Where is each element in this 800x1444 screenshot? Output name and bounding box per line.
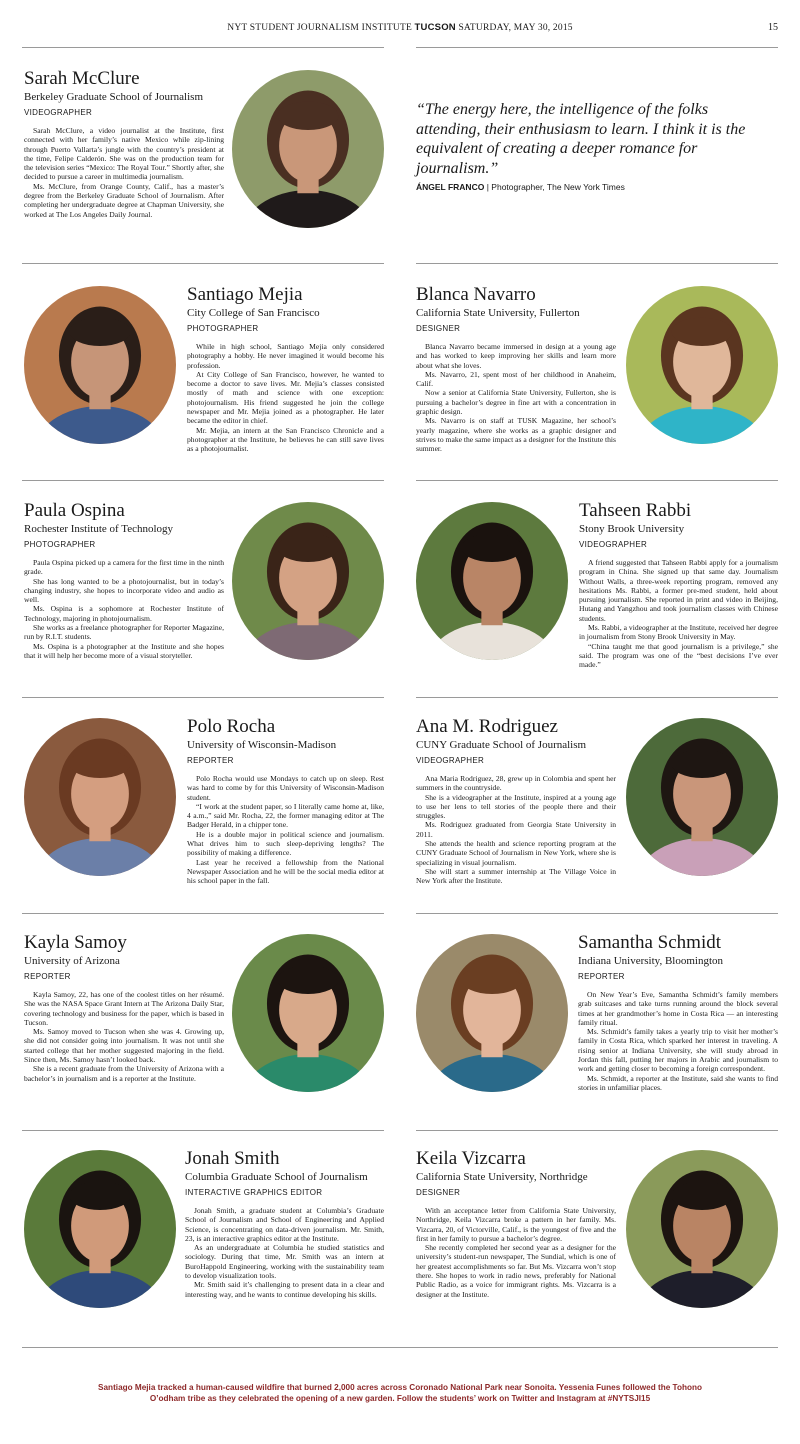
bio-paragraph: A friend suggested that Tahseen Rabbi apply for a journalism program in China. She signed up that same day. Journalism Without Walls, a three-week reporting program, removed any hesitations Ms. Rabbi, a former pre-med student, held about pursuing journalism. She reported in print and video in Beijing, Hutang and Yangzhou and took journalism classes with Chinese students. [579, 558, 778, 623]
bio-paragraph: Ms. McClure, from Orange County, Calif., has a master’s degree from the Berkeley Graduate School of Journalism. After completing her undergraduate degree at Chapman University, she worked at The Los Angeles Daily Journal. [24, 181, 224, 219]
profile-role: PHOTOGRAPHER [24, 540, 96, 549]
profile-role: REPORTER [187, 756, 234, 765]
profile-school: University of Arizona [24, 955, 120, 967]
rule [22, 480, 384, 481]
profile-role: PHOTOGRAPHER [187, 324, 259, 333]
profile-bio [187, 342, 384, 454]
profile-photo [626, 718, 778, 876]
bio-paragraph: Ms. Ospina is a sophomore at Rochester Institute of Technology, majoring in photojournalism. [24, 604, 224, 623]
quote-author-title: Photographer, The New York Times [491, 182, 625, 192]
portrait-icon [416, 934, 568, 1092]
header-line [0, 22, 800, 33]
profile-photo [416, 934, 568, 1092]
bio-paragraph: Ms. Rodriguez graduated from Georgia State University in 2011. [416, 820, 616, 839]
footer-caption: Santiago Mejia tracked a human-caused wildfire that burned 2,000 acres across Coronado National Park near Sonoita. Yessenia Funes followed the Tohono O’odham tribe as they celebrated the opening of a new garden. Follow the students’ work on Twitter and Instagram at #NYTSJI15 [98, 1383, 702, 1403]
bio-paragraph: While in high school, Santiago Mejia only considered photography a hobby. He never imagined it would become his profession. [187, 342, 384, 370]
page-number: 15 [768, 22, 778, 33]
rule [416, 697, 778, 698]
profile-name: Jonah Smith [185, 1148, 280, 1169]
profile-name: Samantha Schmidt [578, 932, 722, 953]
bio-paragraph: She is a videographer at the Institute, inspired at a young age to use her lens to tell stories of the people there and their struggles. [416, 792, 616, 821]
profile-role: VIDEOGRAPHER [416, 756, 485, 765]
profile-role: REPORTER [578, 972, 625, 981]
bio-paragraph: Ms. Rabbi, a videographer at the Institute, received her degree in journalism from Stony Brook University in May. [579, 623, 778, 642]
profile-role: VIDEOGRAPHER [24, 108, 93, 117]
page-header [0, 0, 800, 46]
profile-school: City College of San Francisco [187, 307, 320, 319]
pull-quote: “The energy here, the intelligence of the folks attending, their enthusiasm to learn. I think it is the equivalent of creating a deeper romance for journalism.” [416, 101, 746, 177]
portrait-icon [24, 286, 176, 444]
profile-name: Ana M. Rodriguez [416, 716, 558, 737]
bio-paragraph: As an undergraduate at Columbia he studied statistics and sociology. During that time, Mr. Smith was an intern at BuroHappold Engineering, working with the sustainability team to develop visualization tools. [185, 1243, 384, 1281]
profile-school: Indiana University, Bloomington [578, 955, 724, 967]
rule [22, 913, 384, 914]
bio-paragraph: Ms. Navarro is on staff at TUSK Magazine, her school’s yearly magazine, where she works as a graphic designer and strives to make the same impact as a designer for the Institute this summer. [416, 416, 616, 454]
rule [22, 47, 384, 48]
profile-bio [416, 774, 616, 886]
profile-name: Keila Vizcarra [416, 1148, 526, 1169]
rule [22, 697, 384, 698]
profile-photo [232, 934, 384, 1092]
header-date: SATURDAY, MAY 30, 2015 [458, 23, 573, 33]
bio-paragraph: Ms. Navarro, 21, spent most of her childhood in Anaheim, Calif. [416, 369, 616, 389]
rule [416, 47, 778, 48]
quote-separator: | [486, 182, 489, 192]
bio-paragraph: Ana Maria Rodriguez, 28, grew up in Colombia and spent her summers in the countryside. [416, 774, 616, 793]
bio-paragraph: She has long wanted to be a photojournalist, but in today’s changing industry, she hopes to incorporate video and audio as well. [24, 576, 224, 605]
bio-paragraph: He is a double major in political science and journalism. What drives him to such sleep-depriving lengths? The possibility of making a difference. [187, 829, 384, 858]
profile-role: VIDEOGRAPHER [579, 540, 648, 549]
profile-photo [232, 502, 384, 660]
profile-name: Kayla Samoy [24, 932, 127, 953]
bio-paragraph: Polo Rocha would use Mondays to catch up on sleep. Rest was hard to come by for this University of Wisconsin-Madison student. [187, 774, 384, 802]
profile-name: Polo Rocha [187, 716, 276, 737]
bio-paragraph: Kayla Samoy, 22, has one of the coolest titles on her résumé. She was the NASA Space Grant Intern at The Arizona Daily Star, covering technology and business for the paper, which is based in Tucson. [24, 990, 224, 1027]
profile-school: California State University, Fullerton [416, 307, 580, 319]
bio-paragraph: Mr. Smith said it’s challenging to present data in a clear and interesting way, and he wants to continue developing his skills. [185, 1280, 384, 1299]
profile-school: Columbia Graduate School of Journalism [185, 1171, 368, 1183]
portrait-icon [416, 502, 568, 660]
bio-paragraph: Blanca Navarro became immersed in design at a young age and has worked to keep improving her skills and learn more about what she loves. [416, 342, 616, 370]
bio-paragraph: Paula Ospina picked up a camera for the first time in the ninth grade. [24, 558, 224, 577]
portrait-icon [232, 70, 384, 228]
portrait-icon [626, 1150, 778, 1308]
rule [416, 263, 778, 264]
profile-role: DESIGNER [416, 324, 461, 333]
profile-name: Tahseen Rabbi [579, 500, 692, 521]
header-city: TUCSON [414, 22, 456, 33]
bio-paragraph: Last year he received a fellowship from the National Newspaper Association and he will be the social media editor at his school paper in the fall. [187, 857, 384, 886]
portrait-icon [626, 286, 778, 444]
portrait-icon [24, 1150, 176, 1308]
profile-name: Paula Ospina [24, 500, 125, 521]
portrait-icon [232, 502, 384, 660]
profile-photo [24, 286, 176, 444]
portrait-icon [24, 718, 176, 876]
profile-bio [24, 990, 224, 1083]
bio-paragraph: Ms. Ospina is a photographer at the Institute and she hopes that it will help her become more of a visual storyteller. [24, 641, 224, 660]
profile-bio [187, 774, 384, 886]
portrait-icon [232, 934, 384, 1092]
bio-paragraph: She recently completed her second year as a designer for the university’s student-run newspaper, The Sundial, which is one of her greatest accomplishments so far. But Ms. Vizcarra won’t stop there. She hopes to work in radio news, preferably for National Public Radio, as a voice for immigrant rights. Ms. Vizcarra is a designer at the Institute. [416, 1243, 616, 1299]
bio-paragraph: Sarah McClure, a video journalist at the Institute, first connected with her family’s native Mexico while zip-lining through Puerto Vallarta’s jungle with the country’s president at the time, Felipe Calderón. She was on the production team for the television series “Mexico: The Royal Tour.” Shortly after, she decided to pursue a career in multimedia journalism. [24, 126, 224, 182]
profile-role: DESIGNER [416, 1188, 461, 1197]
bio-paragraph: “China taught me that good journalism is a privilege,” she said. The program was one of the “best decisions I’ve ever made.” [579, 641, 778, 670]
profile-photo [232, 70, 384, 228]
profile-school: California State University, Northridge [416, 1171, 588, 1183]
profile-school: Rochester Institute of Technology [24, 523, 174, 535]
rule [416, 913, 778, 914]
profile-bio [24, 126, 224, 219]
bio-paragraph: She will start a summer internship at The Village Voice in New York after the Institute. [416, 866, 616, 886]
header-publication: NYT STUDENT JOURNALISM INSTITUTE [227, 23, 412, 33]
rule [416, 1130, 778, 1131]
bio-paragraph: “I work at the student paper, so I literally came home at, like, 4 a.m.,” said Mr. Rocha, 22, the former managing editor at The Badger Herald, in a chipper tone. [187, 801, 384, 830]
bio-paragraph: Jonah Smith, a graduate student at Columbia’s Graduate School of Journalism and School of Engineering and Applied Science, is concentrating on data-driven journalism. Mr. Smith, 23, is an interactive graphics editor at the Institute. [185, 1206, 384, 1243]
quote-attribution [416, 182, 625, 192]
bio-paragraph: Ms. Samoy moved to Tucson when she was 4. Growing up, she did not consider going into journalism. It was not until she started college that her mother suggested majoring in the field. Since then, Ms. Samoy hasn’t looked back. [24, 1027, 224, 1065]
profile-photo [24, 1150, 176, 1308]
profile-bio [578, 990, 778, 1092]
profile-school: Berkeley Graduate School of Journalism [24, 91, 204, 103]
bio-paragraph: Ms. Schmidt’s family takes a yearly trip to visit her mother’s family in Costa Rica, which sparked her interest in traveling. A rising senior at Indiana University, she will study abroad in Jordan this fall, putting her majors in Arabic and journalism to work and getting closer to becoming a foreign correspondent. [578, 1027, 778, 1074]
rule [22, 1347, 778, 1348]
bio-paragraph: Now a senior at California State University, Fullerton, she is pursuing a bachelor’s degree in fine art with a concentration in graphic design. [416, 388, 616, 417]
profile-photo [24, 718, 176, 876]
bio-paragraph: She works as a freelance photographer for Reporter Magazine, run by R.I.T. students. [24, 623, 224, 642]
bio-paragraph: She is a recent graduate from the University of Arizona with a bachelor’s in journalism and is a reporter at the Institute. [24, 1064, 224, 1083]
profile-photo [626, 286, 778, 444]
profile-photo [416, 502, 568, 660]
profile-name: Sarah McClure [24, 68, 140, 89]
quote-author: ÁNGEL FRANCO [416, 182, 485, 192]
bio-paragraph: She attends the health and science reporting program at the CUNY Graduate School of Journalism in New York, where she is specializing in visual journalism. [416, 839, 616, 867]
bio-paragraph: With an acceptance letter from California State University, Northridge, Keila Vizcarra broke a pattern in her family. Ms. Vizcarra, 20, of Victorville, Calif., is the youngest of five and the first in her family to pursue a bachelor’s degree. [416, 1206, 616, 1243]
rule [22, 263, 384, 264]
portrait-icon [626, 718, 778, 876]
profile-bio [416, 1206, 616, 1299]
profile-bio [416, 342, 616, 454]
rule [22, 1130, 384, 1131]
profile-name: Santiago Mejia [187, 284, 303, 305]
profile-bio [185, 1206, 384, 1299]
profile-school: CUNY Graduate School of Journalism [416, 739, 587, 751]
bio-paragraph: At City College of San Francisco, however, he wanted to become a doctor to save lives. Mr. Mejia’s classes consisted mostly of math and science with one exception: photojournalism. His friend suggested he join the college newspaper and Mr. Mejia joined as a photographer. He later became the editor in chief. [187, 369, 384, 426]
profile-school: University of Wisconsin-Madison [187, 739, 337, 751]
profile-school: Stony Brook University [579, 523, 685, 535]
profile-bio [24, 558, 224, 660]
profile-bio [579, 558, 778, 670]
rule [416, 480, 778, 481]
bio-paragraph: Mr. Mejia, an intern at the San Francisco Chronicle and a photographer at the Institute, he believes he can still save lives as a photojournalist. [187, 425, 384, 454]
profile-name: Blanca Navarro [416, 284, 536, 305]
profile-role: REPORTER [24, 972, 71, 981]
bio-paragraph: On New Year’s Eve, Samantha Schmidt’s family members grab suitcases and take turns running around the block several times at her grandmother’s home in Costa Rica — an interesting family ritual. [578, 990, 778, 1027]
bio-paragraph: Ms. Schmidt, a reporter at the Institute, said she wants to find stories in unfamiliar places. [578, 1073, 778, 1092]
profile-role: INTERACTIVE GRAPHICS EDITOR [185, 1188, 323, 1197]
profile-photo [626, 1150, 778, 1308]
